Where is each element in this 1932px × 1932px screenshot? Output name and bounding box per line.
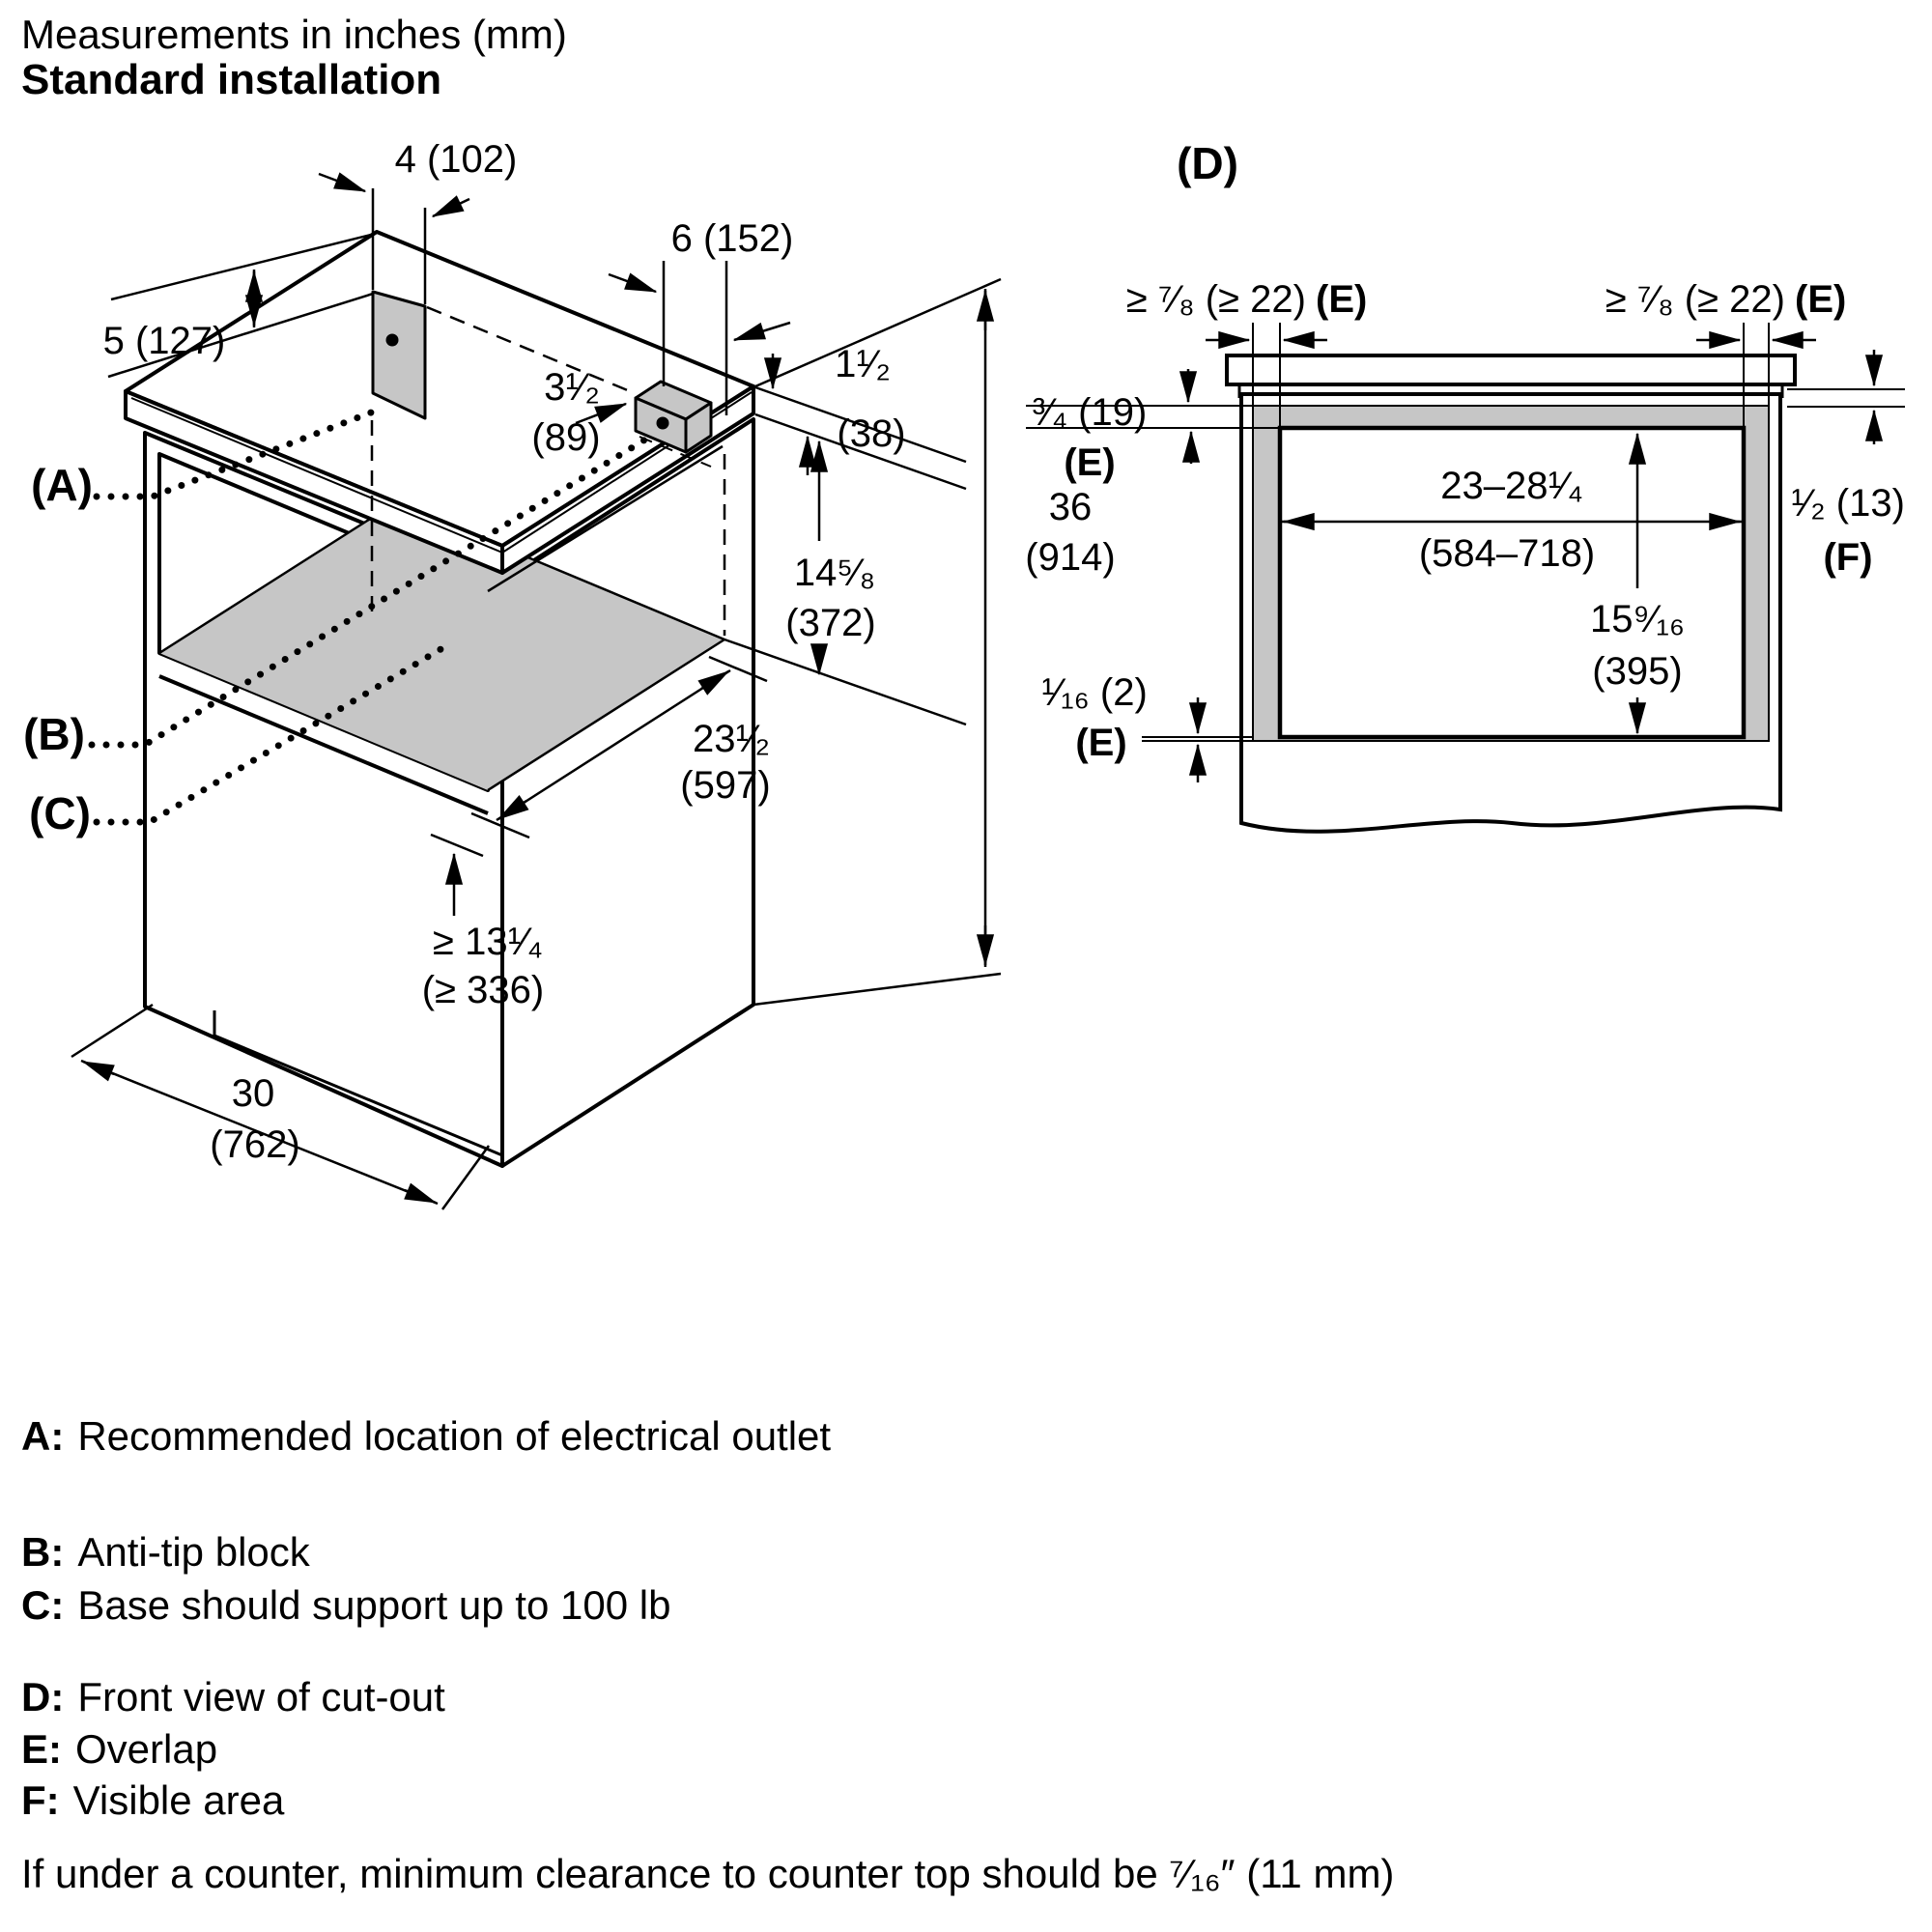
visible-area-ref: (F) [1823, 536, 1873, 579]
dim-visible-area [1787, 350, 1905, 444]
legend-item-b [21, 1529, 310, 1576]
dim-block-depth-label-1: 3¹⁄₂ [544, 366, 600, 409]
dim-opening-height-label-2: (372) [785, 602, 876, 644]
dim-counter-thickness-label-2: (38) [837, 412, 906, 455]
overlap-top-ref: (E) [1064, 441, 1116, 484]
cutout-height-label-2: (395) [1592, 650, 1683, 693]
overlap-bottom-ref: (E) [1075, 722, 1127, 764]
dim-width-label-2: (762) [210, 1123, 300, 1166]
legend-text-d: Front view of cut-out [77, 1674, 445, 1719]
cutout-height-label-1: 15⁹⁄₁₆ [1590, 598, 1685, 640]
isometric-cabinet-view [23, 138, 1116, 1209]
legend-item-f [21, 1777, 284, 1824]
cutout-panel [1241, 394, 1780, 832]
dim-total-height-label-2: (914) [1025, 536, 1116, 579]
callout-b-label: (B) [23, 709, 85, 759]
dim-overlap-bottom [1142, 697, 1253, 782]
dim-outlet-offset-label: 5 (127) [102, 320, 226, 362]
front-view-cutout [1026, 138, 1905, 832]
view-d-label: (D) [1177, 138, 1238, 188]
trim-bar [1227, 355, 1795, 384]
anti-tip-block-dot [657, 417, 669, 430]
dim-block-offset-label: 6 (152) [670, 217, 794, 260]
dim-depth-label-2: (597) [680, 764, 771, 807]
dim-width-label-1: 30 [231, 1072, 275, 1115]
cutout-width-label-2: (584–718) [1418, 532, 1596, 575]
legend-key-f: F: [21, 1777, 60, 1823]
overlap-side-right-value: ≥ ⁷⁄₈ (≥ 22) [1605, 278, 1785, 321]
legend-item-e [21, 1726, 217, 1773]
overlap-top-value: ³⁄₄ (19) [1032, 391, 1148, 434]
legend-key-b: B: [21, 1529, 65, 1575]
legend-item-a [21, 1413, 831, 1460]
dim-base-height-label-1: ≥ 13¹⁄₄ [433, 921, 543, 963]
legend-text-b: Anti-tip block [77, 1529, 310, 1575]
dim-total-height-label-1: 36 [1048, 486, 1093, 528]
outlet-dot [386, 334, 399, 347]
dim-depth-label-1: 23¹⁄₂ [692, 718, 771, 760]
legend-item-d [21, 1674, 445, 1720]
measurements-note: Measurements in inches (mm) [21, 12, 567, 57]
legend-text-f: Visible area [72, 1777, 285, 1823]
callout-a-label: (A) [31, 460, 93, 510]
legend-text-c: Base should support up to 100 lb [77, 1582, 671, 1628]
dim-block-depth-label-2: (89) [531, 416, 601, 459]
overlap-bottom-value: ¹⁄₁₆ (2) [1041, 671, 1148, 714]
legend-key-c: C: [21, 1582, 65, 1628]
legend-text-e: Overlap [75, 1726, 218, 1772]
callout-c-label: (C) [29, 788, 91, 838]
dim-counter-thickness-label-1: 1¹⁄₂ [835, 343, 891, 385]
overlap-side-left-value: ≥ ⁷⁄₈ (≥ 22) [1125, 278, 1306, 321]
overlap-side-right-ref: (E) [1795, 278, 1847, 321]
page-title: Standard installation [21, 56, 442, 103]
overlap-side-left-ref: (E) [1316, 278, 1368, 321]
legend-item-c [21, 1582, 670, 1629]
visible-area-value: ¹⁄₂ (13) [1791, 482, 1905, 525]
legend-text-a: Recommended location of electrical outlet [77, 1413, 832, 1459]
dim-base-height-label-2: (≥ 336) [421, 969, 545, 1011]
cutout-width-label-1: 23–28¹⁄₄ [1440, 465, 1583, 507]
legend-key-a: A: [21, 1413, 65, 1459]
dim-opening-height-label-1: 14⁵⁄₈ [793, 552, 876, 594]
dim-outlet-width-label: 4 (102) [394, 138, 518, 181]
legend-key-e: E: [21, 1726, 62, 1772]
legend-key-d: D: [21, 1674, 65, 1719]
clearance-footnote: If under a counter, minimum clearance to counter top should be ⁷⁄₁₆″ (11 mm) [21, 1851, 1395, 1896]
